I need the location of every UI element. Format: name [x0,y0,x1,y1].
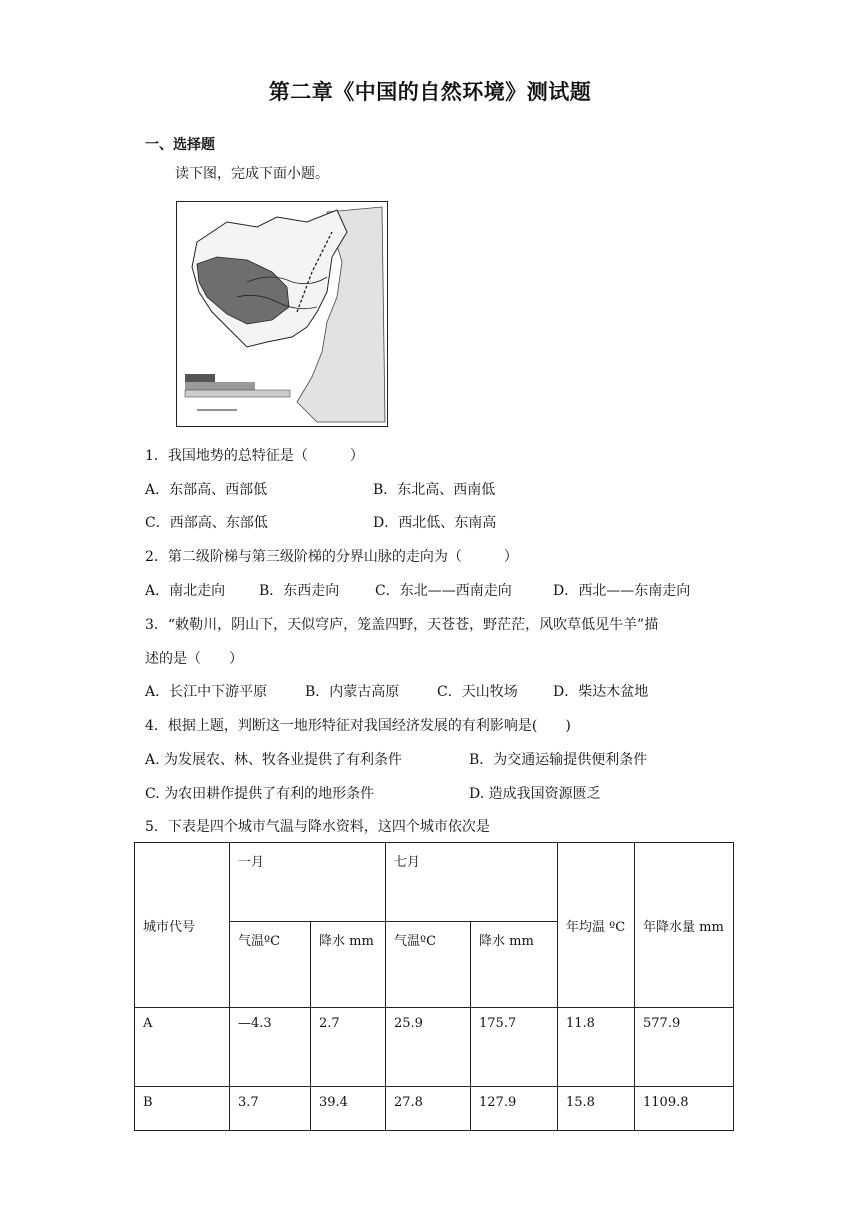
q4-option-d: D. 造成我国资源匮乏 [469,786,601,802]
cell-jul-temp: 27.8 [386,1087,471,1131]
q2-option-b: B．东西走向 [259,583,340,599]
header-january: 一月 [230,843,386,922]
q1-option-c: C．西部高、东部低 [145,515,268,531]
question-4: 4．根据上题，判断这一地形特征对我国经济发展的有利影响是( ) [145,718,571,734]
question-3-line-1: 3．“敕勒川，阴山下，天似穹庐，笼盖四野，天苍苍，野茫茫，风吹草低见牛羊”描 [145,617,659,633]
q4-option-a: A. 为发展农、林、牧各业提供了有利条件 [145,752,403,768]
cell-annual-precip: 577.9 [635,1008,734,1087]
question-1: 1．我国地势的总特征是（ ） [145,448,364,464]
q2-option-d: D．西北——东南走向 [553,583,691,599]
q2-option-a: A．南北走向 [145,583,226,599]
q1-option-b: B．东北高、西南低 [373,482,496,498]
cell-jul-temp: 25.9 [386,1008,471,1087]
header-jan-rain: 降水 mm [311,922,386,1008]
header-annual-precip: 年降水量 mm [635,843,734,1008]
header-jul-temp: 气温ºC [386,922,471,1008]
q4-option-b: B．为交通运输提供便利条件 [469,752,648,768]
section-heading: 一、选择题 [145,137,215,153]
table-row [135,1008,734,1087]
header-jan-temp: 气温ºC [230,922,311,1008]
q3-option-c: C．天山牧场 [437,684,518,700]
cell-jan-rain: 39.4 [311,1087,386,1131]
climate-table [134,842,734,1131]
cell-city: B [135,1087,230,1131]
q1-option-d: D．西北低、东南高 [373,515,497,531]
q2-option-c: C．东北——西南走向 [375,583,512,599]
q3-option-a: A．长江中下游平原 [145,684,268,700]
cell-jan-temp: 3.7 [230,1087,311,1131]
cell-jan-rain: 2.7 [311,1008,386,1087]
china-terrain-map [176,201,388,427]
question-3-line-2: 述的是（ ） [145,651,243,667]
map-graphic [177,202,387,426]
header-avg-temp: 年均温 ºC [558,843,635,1008]
header-july: 七月 [386,843,558,922]
cell-jul-rain: 175.7 [471,1008,558,1087]
q1-option-a: A．东部高、西部低 [145,482,268,498]
cell-avg-temp: 11.8 [558,1008,635,1087]
q4-option-c: C. 为农田耕作提供了有利的地形条件 [145,786,375,802]
page-title: 第二章《中国的自然环境》测试题 [268,80,592,104]
cell-jan-temp: —4.3 [230,1008,311,1087]
cell-jul-rain: 127.9 [471,1087,558,1131]
question-2: 2．第二级阶梯与第三级阶梯的分界山脉的走向为（ ） [145,549,518,565]
header-jul-rain: 降水 mm [471,922,558,1008]
q3-option-d: D．柴达木盆地 [553,684,649,700]
cell-avg-temp: 15.8 [558,1087,635,1131]
header-city: 城市代号 [135,843,230,1008]
q3-option-b: B．内蒙古高原 [305,684,400,700]
table-row [135,1087,734,1131]
cell-annual-precip: 1109.8 [635,1087,734,1131]
instruction-text: 读下图，完成下面小题。 [175,166,329,182]
question-5: 5．下表是四个城市气温与降水资料，这四个城市依次是 [145,819,490,835]
cell-city: A [135,1008,230,1087]
